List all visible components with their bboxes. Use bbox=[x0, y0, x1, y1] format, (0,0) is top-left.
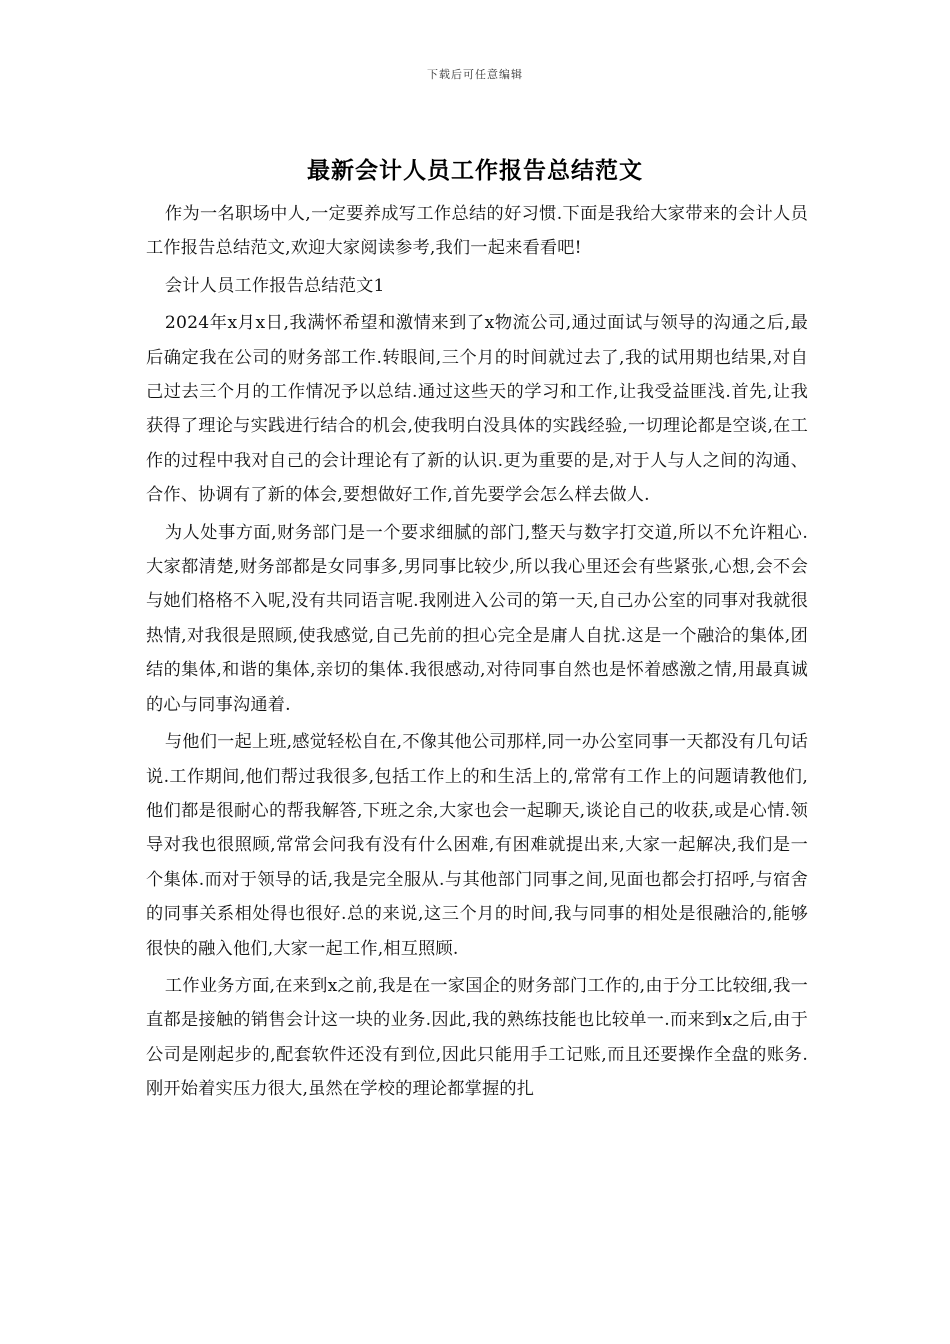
paragraph-intro: 作为一名职场中人,一定要养成写工作总结的好习惯.下面是我给大家带来的会计人员工作报告总结范文,欢迎大家阅读参考,我们一起来看看吧! bbox=[146, 204, 808, 259]
paragraph: 2024年x月x日,我满怀希望和激情来到了x物流公司,通过面试与领导的沟通之后,最后确定我在公司的财务部工作.转眼间,三个月的时间就过去了,我的试用期也结果,对自己过去三个月的工作情况予以总结.通过这些天的学习和工作,让我受益匪浅.首先,让我获得了理论与实践进行结合的机会,使我明白没具体的实践经验,一切理论都是空谈,在工作的过程中我对自己的会计理论有了新的认识.更为重要的是,对于人与人之间的沟通、合作、协调有了新的体会,要想做好工作,首先要学会怎么样去做人. bbox=[146, 313, 808, 506]
paragraph: 为人处事方面,财务部门是一个要求细腻的部门,整天与数字打交道,所以不允许粗心.大家都清楚,财务部都是女同事多,男同事比较少,所以我心里还会有些紧张,心想,会不会与她们格格不入呢,没有共同语言呢.我刚进入公司的第一天,自己办公室的同事对我就很热情,对我很是照顾,使我感觉,自己先前的担心完全是庸人自扰.这是一个融洽的集体,团结的集体,和谐的集体,亲切的集体.我很感动,对待同事自然也是怀着感激之情,用最真诚的心与同事沟通着. bbox=[146, 522, 808, 715]
header-note: 下载后可任意编辑 bbox=[427, 68, 523, 81]
document-title: 最新会计人员工作报告总结范文 bbox=[307, 158, 643, 184]
section-heading: 会计人员工作报告总结范文1 bbox=[164, 275, 385, 296]
document-body bbox=[146, 197, 808, 1107]
paragraph: 工作业务方面,在来到x之前,我是在一家国企的财务部门工作的,由于分工比较细,我一直都是接触的销售会计这一块的业务.因此,我的熟练技能也比较单一.而来到x之后,由于公司是刚起步的,配套软件还没有到位,因此只能用手工记账,而且还要操作全盘的账务.刚开始着实压力很大,虽然在学校的理论都掌握的扎 bbox=[146, 975, 808, 1100]
paragraph: 与他们一起上班,感觉轻松自在,不像其他公司那样,同一办公室同事一天都没有几句话说.工作期间,他们帮过我很多,包括工作上的和生活上的,常常有工作上的问题请教他们,他们都是很耐心的帮我解答,下班之余,大家也会一起聊天,谈论自己的收获,或是心情.领导对我也很照顾,常常会问我有没有什么困难,有困难就提出来,大家一起解决,我们是一个集体.而对于领导的话,我是完全服从.与其他部门同事之间,见面也都会打招呼,与宿舍的同事关系相处得也很好.总的来说,这三个月的时间,我与同事的相处是很融洽的,能够很快的融入他们,大家一起工作,相互照顾. bbox=[146, 732, 808, 959]
